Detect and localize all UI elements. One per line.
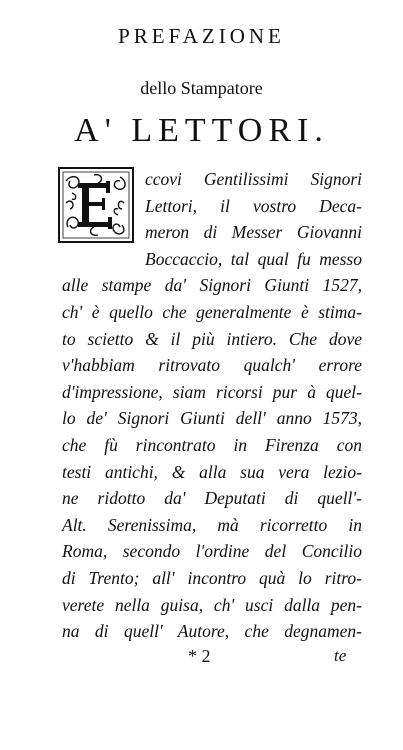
text-line: ccovi Gentilissimi Signori (145, 169, 362, 189)
text-line: lo de' Signori Giunti dell' anno 1573, (62, 408, 362, 429)
text-line: testi antichi, & alla sua vera lezio- (62, 461, 362, 482)
catchword: te (334, 646, 347, 665)
text-line: Alt. Serenissima, mà ricorretto in (62, 514, 362, 535)
page-address-heading: A' LETTORI. (74, 112, 329, 149)
text-line: di Trento; all' incontro quà lo ritro- (62, 567, 362, 588)
signature-mark: * 2 (188, 646, 211, 666)
text-line: meron di Messer Giovanni (145, 222, 362, 243)
page-subheading: dello Stampatore (140, 78, 263, 98)
text-line: to scietto & il più intiero. Che dove (62, 328, 362, 349)
text-line: verete nella guisa, ch' usci dalla pen- (62, 594, 362, 615)
text-line: Boccaccio, tal qual fu messo (145, 248, 362, 269)
page-footer (0, 646, 403, 670)
text-line: che fù rincontrato in Firenza con (62, 434, 362, 455)
text-line: v'habbiam ritrovato qualch' errore (62, 355, 362, 376)
text-line: Roma, secondo l'ordine del Concilio (62, 541, 362, 562)
text-line: d'impressione, siam ricorsi pur à quel- (62, 381, 362, 402)
text-line: ne ridotto da' Deputati di quell'- (62, 488, 362, 509)
page-heading-prefazione: PREFAZIONE (118, 24, 285, 48)
text-line: Lettori, il vostro Deca- (145, 195, 362, 216)
text-line: na di quell' Autore, che degnamen- (62, 621, 362, 642)
text-line: alle stampe da' Signori Giunti 1527, (62, 275, 362, 296)
preface-body (62, 166, 362, 645)
text-line: ch' è quello che generalmente è stima- (62, 301, 362, 322)
